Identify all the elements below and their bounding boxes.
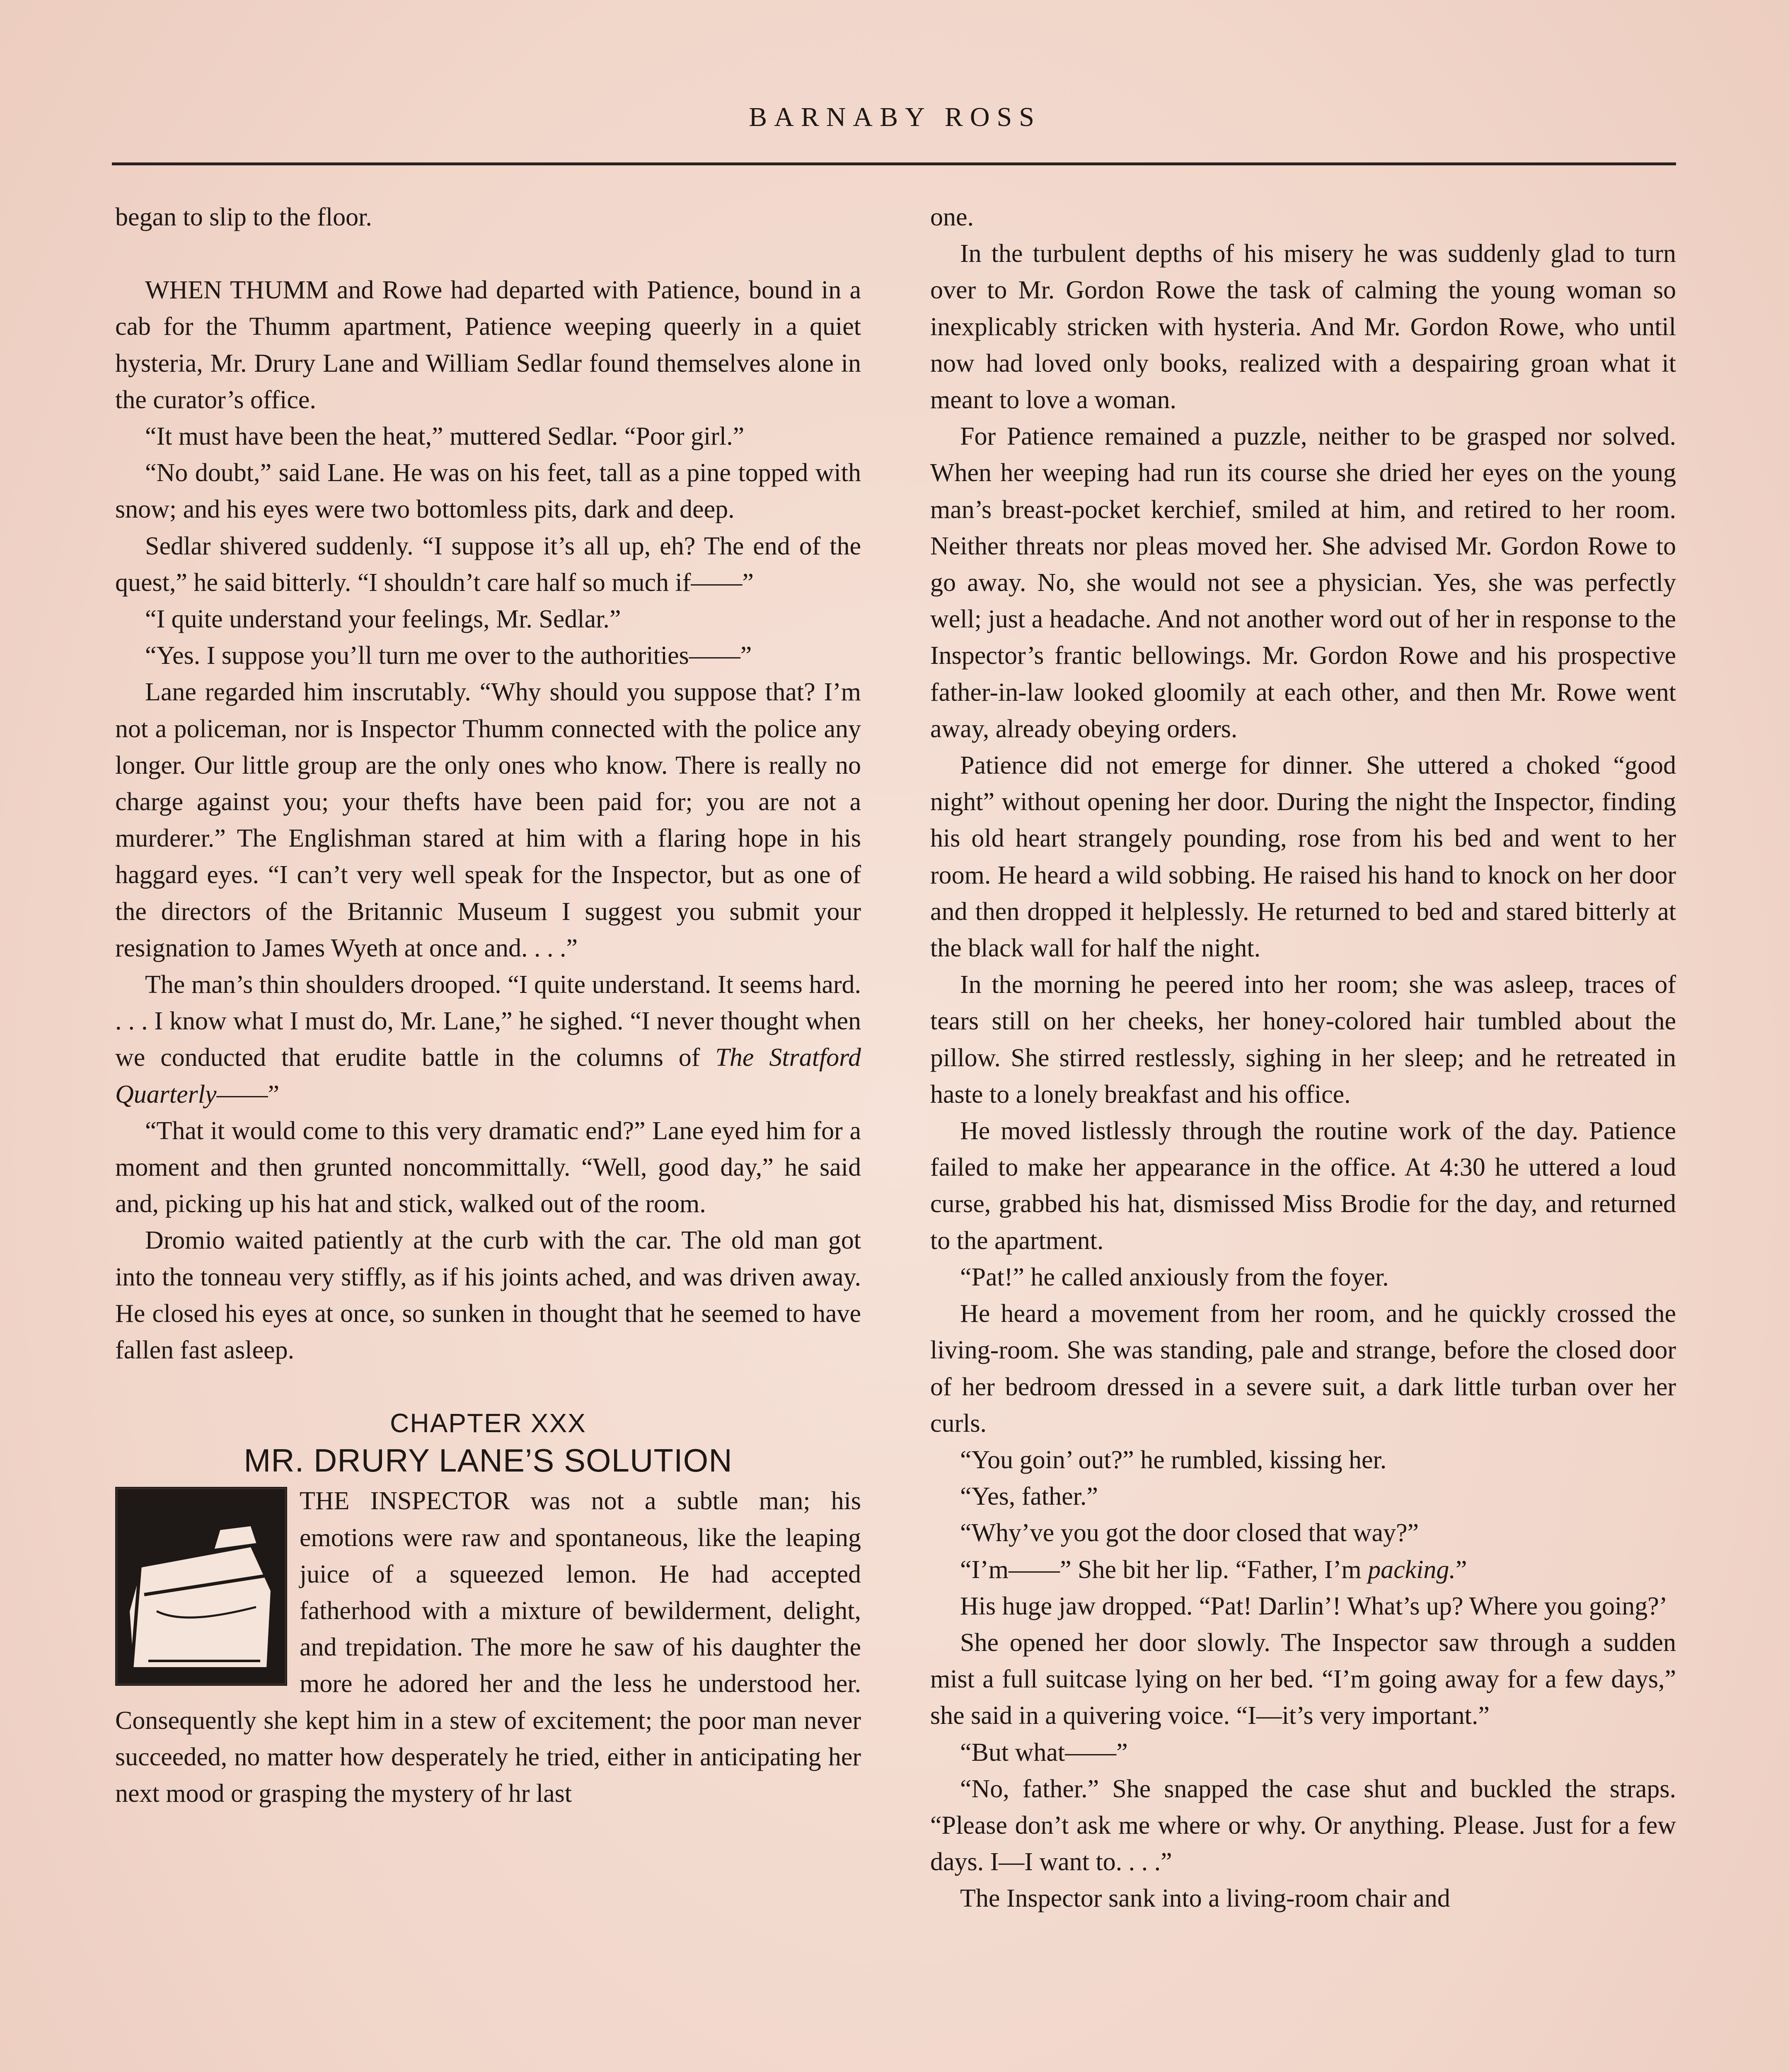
paragraph-text: “I’m——” She bit her lip. “Father, I’m [960, 1555, 1362, 1584]
paragraph: Sedlar shivered suddenly. “I suppose it’s all up, eh? The end of the quest,” he said bitterly. “I shouldn’t care half so much if——” [115, 532, 861, 597]
paragraph: She opened her door slowly. The Inspector saw through a sudden mist a full suitcase lying on her bed. “I’m going away for a few days,” she said in a quivering voice. “I—it’s very important.” [930, 1628, 1676, 1730]
paragraph: In the morning he peered into her room; she was asleep, traces of tears still on her cheeks, her honey-colored hair tumbled about the pillow. She stirred restlessly, sighing in her sleep; and he retreated in haste to a lonely breakfast and his office. [930, 971, 1676, 1109]
paragraph: began to slip to the floor. [115, 203, 372, 231]
paragraph-tail: ——” [216, 1080, 280, 1109]
right-column [930, 199, 1676, 1917]
left-column [115, 199, 861, 1812]
paragraph: “I quite understand your feelings, Mr. Sedlar.” [145, 605, 621, 634]
paragraph-tail: ” [1455, 1555, 1467, 1584]
paragraph: “Pat!” he called anxiously from the foyer. [960, 1263, 1389, 1291]
emphasis: packing. [1368, 1555, 1456, 1584]
paragraph [930, 1552, 1676, 1588]
paragraph [115, 966, 861, 1113]
paragraph: “Yes. I suppose you’ll turn me over to the authorities——” [145, 641, 752, 670]
paragraph: For Patience remained a puzzle, neither to be grasped nor solved. When her weeping had run its course she dried her eyes on the young man’s breast-pocket kerchief, smiled at him, and retired to her room. Neither threats nor pleas moved her. She advised Mr. Gordon Rowe to go away. No, she would not see a physician. Yes, she was perfectly well; just a headache. And not another word out of her in response to the Inspector’s frantic bellowings. Mr. Gordon Rowe and his prospective father-in-law looked gloomily at each other, and then Mr. Rowe went away, already obeying orders. [930, 422, 1676, 743]
header-rule [112, 162, 1676, 165]
chapter-opening-text: THE INSPECTOR was not a subtle man; his emotions were raw and spontaneous, like the leaping juice of a squeezed lemon. He had accepted fatherhood with a mixture of bewilderment, delight, and trepidation. The more he saw of his daughter the more he adored her and the less he understood her. Consequently she kept him in a stew of excitement; the poor man never succeeded, no matter how desperately he tried, either in anticipating her next mood or grasping the mystery of hr last [115, 1487, 861, 1808]
paragraph: He heard a movement from her room, and he quickly crossed the living-room. She was standing, pale and strange, before the closed door of her bedroom dressed in a severe suit, a dark little turban over her curls. [930, 1300, 1676, 1438]
paragraph: Dromio waited patiently at the curb with the car. The old man got into the tonneau very stiffly, as if his joints ached, and was driven away. He closed his eyes at once, so sunken in thought that he seemed to have fallen fast asleep. [115, 1226, 861, 1365]
paragraph: “Yes, father.” [960, 1482, 1098, 1511]
paragraph-text: The man’s thin shoulders drooped. “I quite understand. It seems hard. . . . I know what I must do, Mr. Lane,” he sighed. “I never thought when we conducted that erudite battle in the columns of [115, 971, 861, 1072]
paragraph: His huge jaw dropped. “Pat! Darlin’! What’s up? Where you going?’ [960, 1592, 1668, 1620]
paragraph: Lane regarded him inscrutably. “Why should you suppose that? I’m not a policeman, nor is Inspector Thumm connected with the police any longer. Our little group are the only ones who know. There is really no charge against you; your thefts have been paid for; you are not a murderer.” The Englishman stared at him with a flaring hope in his haggard eyes. “I can’t very well speak for the Inspector, but as one of the directors of the Britannic Museum I suggest you submit your resignation to James Wyeth at once and. . . .” [115, 678, 861, 962]
chapter-illustration-icon [115, 1487, 287, 1686]
paragraph: “No, father.” She snapped the case shut and buckled the straps. “Please don’t ask me where or why. Or anything. Please. Just for a few days. I—I want to. . . .” [930, 1774, 1676, 1876]
paragraph: In the turbulent depths of his misery he was suddenly glad to turn over to Mr. Gordon Rowe the task of calming the young woman so inexplicably stricken with hysteria. And Mr. Gordon Rowe, who until now had loved only books, realized with a despairing groan what it meant to love a woman. [930, 240, 1676, 414]
running-head: BARNABY ROSS [749, 102, 1041, 132]
paragraph: The Inspector sank into a living-room chair and [960, 1884, 1450, 1913]
paragraph: “It must have been the heat,” muttered Sedlar. “Poor girl.” [145, 422, 745, 451]
paragraph: Patience did not emerge for dinner. She uttered a choked “good night” without opening her door. During the night the Inspector, finding his old heart strangely pounding, rose from his bed and went to her room. He heard a wild sobbing. He raised his hand to knock on her door and then dropped it helplessly. He returned to bed and stared bitterly at the black wall for half the night. [930, 751, 1676, 963]
paragraph: “Why’ve you got the door closed that way?” [960, 1519, 1419, 1547]
paragraph: “That it would come to this very dramatic end?” Lane eyed him for a moment and then grunted noncommittally. “Well, good day,” he said and, picking up his hat and stick, walked out of the room. [115, 1116, 861, 1218]
paragraph: “But what——” [960, 1738, 1128, 1767]
paragraph: WHEN THUMM and Rowe had departed with Patience, bound in a cab for the Thumm apartment, Patience weeping queerly in a quiet hysteria, Mr. Drury Lane and William Sedlar found themselves alone in the curator’s office. [115, 276, 861, 414]
chapter-title: MR. DRURY LANE’S SOLUTION [244, 1442, 733, 1479]
paragraph: He moved listlessly through the routine work of the day. Patience failed to make her appearance in the office. At 4:30 he uttered a loud curse, grabbed his hat, dismissed Miss Brodie for the day, and returned to the apartment. [930, 1117, 1676, 1255]
chapter-heading [115, 1406, 861, 1480]
paragraph: “You goin’ out?” he rumbled, kissing her. [960, 1445, 1387, 1474]
chapter-opening [115, 1483, 861, 1812]
chapter-number: CHAPTER XXX [390, 1408, 586, 1438]
paragraph: one. [930, 203, 974, 231]
paragraph: “No doubt,” said Lane. He was on his feet, tall as a pine topped with snow; and his eyes were two bottomless pits, dark and deep. [115, 459, 861, 524]
periodical-title: The Stratford Quarterly [115, 1043, 861, 1109]
